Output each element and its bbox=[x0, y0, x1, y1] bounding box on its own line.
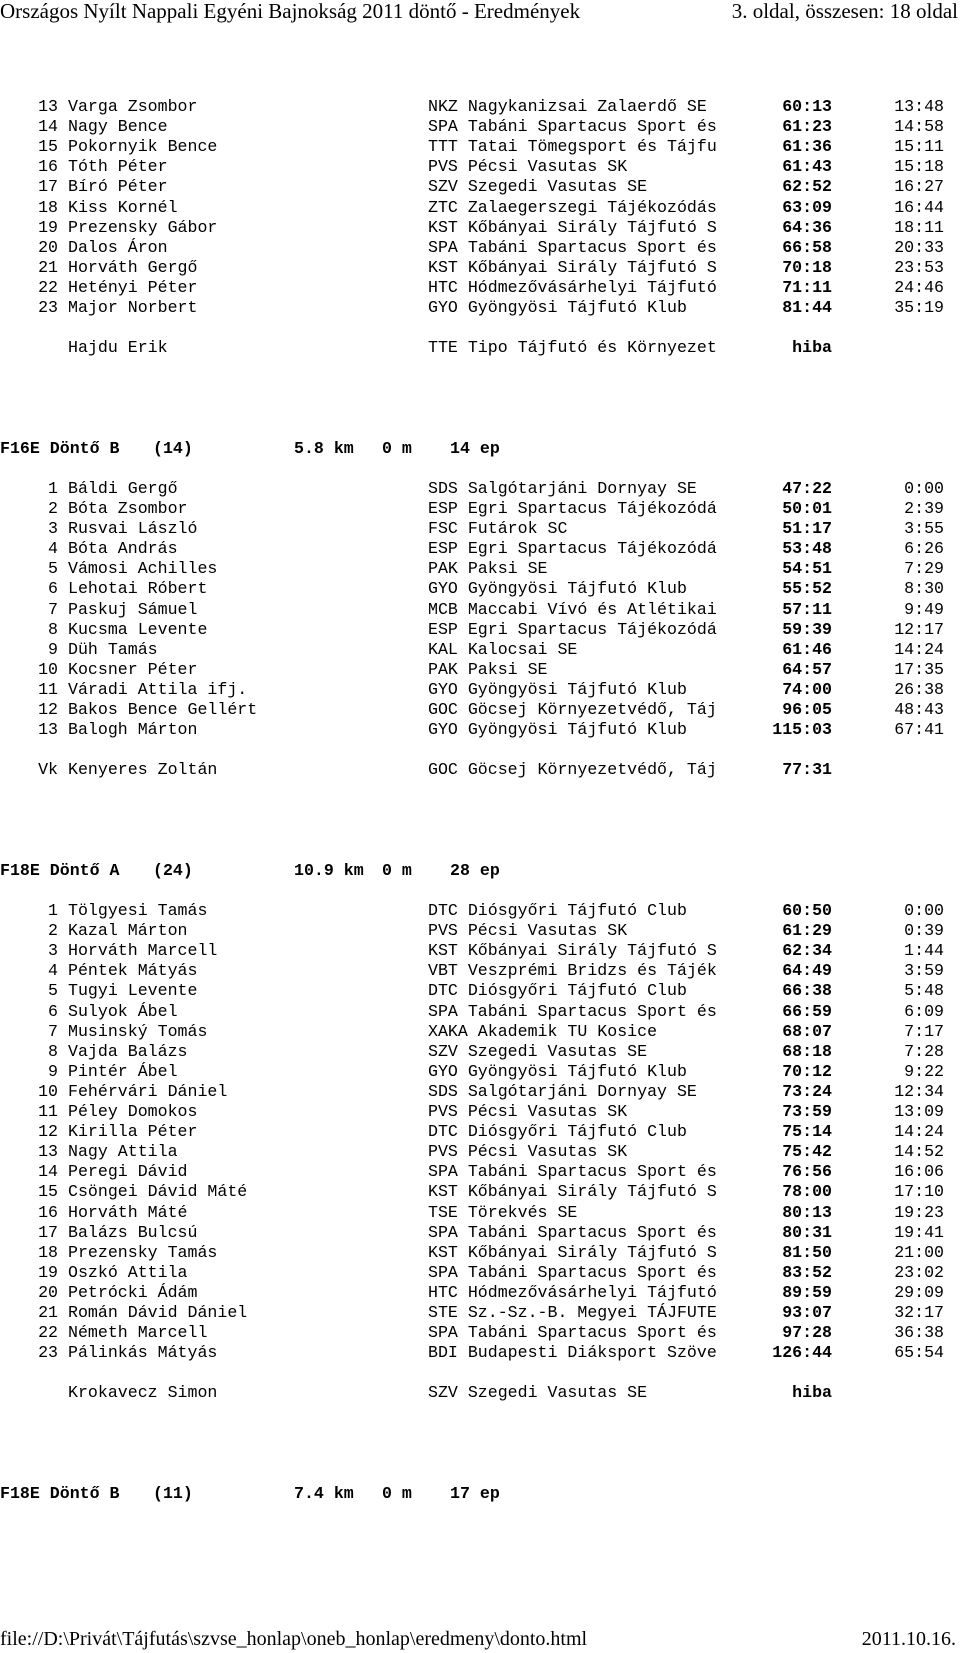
competitor-name: Fehérvári Dániel bbox=[68, 1081, 228, 1101]
finish-time: 126:44 bbox=[772, 1343, 832, 1363]
competitor-name: Nagy Bence bbox=[68, 117, 168, 137]
result-position: 13 bbox=[38, 97, 58, 116]
time-behind: 20:33 bbox=[894, 237, 944, 257]
finish-time: 80:31 bbox=[782, 1222, 832, 1242]
club-name: PVS Pécsi Vasutas SK bbox=[428, 157, 628, 177]
result-position: 23 bbox=[38, 298, 58, 317]
club-name: SPA Tabáni Spartacus Sport és bbox=[428, 117, 717, 137]
time-behind: 12:17 bbox=[894, 619, 944, 639]
club-name: BDI Budapesti Diáksport Szöve bbox=[428, 1343, 717, 1363]
result-position: 3 bbox=[48, 941, 58, 961]
competitor-name: Hetényi Péter bbox=[68, 277, 198, 297]
result-position: 5 bbox=[48, 981, 58, 1001]
competitor-name: Vajda Balázs bbox=[68, 1041, 188, 1061]
club-name: DTC Diósgyőri Tájfutó Club bbox=[428, 1122, 687, 1142]
result-position: 19 bbox=[38, 217, 58, 237]
finish-time: 77:31 bbox=[782, 760, 832, 780]
course-climb: 0 m bbox=[382, 860, 412, 880]
finish-time: 61:36 bbox=[782, 137, 832, 157]
time-behind: 21:00 bbox=[894, 1242, 944, 1262]
competitor-name: Báldi Gergő bbox=[68, 478, 178, 498]
club-name: GYO Gyöngyösi Tájfutó Klub bbox=[428, 679, 687, 699]
club-name: ESP Egri Spartacus Tájékozódá bbox=[428, 619, 717, 639]
time-behind: 14:58 bbox=[894, 117, 944, 137]
finish-time: 54:51 bbox=[782, 559, 832, 579]
result-position: 22 bbox=[38, 1323, 58, 1343]
result-position: 23 bbox=[38, 1343, 58, 1363]
time-behind: 65:54 bbox=[894, 1343, 944, 1363]
time-behind: 14:52 bbox=[894, 1142, 944, 1162]
result-position: 13 bbox=[38, 720, 58, 740]
club-name: STE Sz.-Sz.-B. Megyei TÁJFUTE bbox=[428, 1303, 717, 1322]
time-behind: 18:11 bbox=[894, 217, 944, 237]
finish-time: 64:36 bbox=[782, 217, 832, 237]
finish-time: 51:17 bbox=[782, 519, 832, 539]
result-position: 8 bbox=[48, 1041, 58, 1061]
finish-time: 70:12 bbox=[782, 1061, 832, 1081]
club-name: MCB Maccabi Vívó és Atlétikai bbox=[428, 599, 717, 619]
finish-time: 61:43 bbox=[782, 157, 832, 177]
finish-time: 89:59 bbox=[782, 1282, 832, 1302]
club-name: TTE Tipo Tájfutó és Környezet bbox=[428, 338, 717, 358]
finish-time: 60:13 bbox=[782, 97, 832, 116]
time-behind: 3:59 bbox=[904, 961, 944, 981]
finish-time: 50:01 bbox=[782, 499, 832, 518]
time-behind: 5:48 bbox=[904, 981, 944, 1001]
result-position: 20 bbox=[38, 1282, 58, 1302]
result-position: 13 bbox=[38, 1142, 58, 1162]
finish-time: 93:07 bbox=[782, 1303, 832, 1322]
result-position: 17 bbox=[38, 177, 58, 197]
time-behind: 19:41 bbox=[894, 1222, 944, 1242]
result-position: 7 bbox=[48, 599, 58, 619]
club-name: DTC Diósgyőri Tájfutó Club bbox=[428, 901, 687, 920]
finish-time: 53:48 bbox=[782, 539, 832, 559]
club-name: KAL Kalocsai SE bbox=[428, 639, 578, 659]
time-behind: 7:17 bbox=[904, 1021, 944, 1041]
result-position: 20 bbox=[38, 237, 58, 257]
club-name: SPA Tabáni Spartacus Sport és bbox=[428, 1162, 717, 1182]
finish-time: 55:52 bbox=[782, 579, 832, 599]
finish-time: 97:28 bbox=[782, 1323, 832, 1343]
category-name: F16E Döntő B bbox=[0, 438, 120, 458]
finish-time: hiba bbox=[792, 338, 832, 358]
club-name: ESP Egri Spartacus Tájékozódá bbox=[428, 539, 717, 559]
finish-time: 83:52 bbox=[782, 1262, 832, 1282]
time-behind: 0:39 bbox=[904, 921, 944, 941]
club-name: PAK Paksi SE bbox=[428, 659, 548, 679]
time-behind: 13:09 bbox=[894, 1102, 944, 1121]
club-name: HTC Hódmezővásárhelyi Tájfutó bbox=[428, 1282, 717, 1302]
finish-time: 115:03 bbox=[772, 720, 832, 740]
time-behind: 3:55 bbox=[904, 519, 944, 539]
time-behind: 9:49 bbox=[904, 599, 944, 619]
finish-time: 61:23 bbox=[782, 117, 832, 137]
competitor-name: Nagy Attila bbox=[68, 1142, 178, 1162]
club-name: PVS Pécsi Vasutas SK bbox=[428, 921, 628, 941]
club-name: TSE Törekvés SE bbox=[428, 1202, 578, 1222]
category-count: (11) bbox=[153, 1483, 193, 1503]
time-behind: 16:44 bbox=[894, 197, 944, 217]
club-name: SDS Salgótarjáni Dornyay SE bbox=[428, 1081, 697, 1101]
result-position: 19 bbox=[38, 1262, 58, 1282]
competitor-name: Csöngei Dávid Máté bbox=[68, 1182, 248, 1202]
competitor-name: Horváth Máté bbox=[68, 1202, 188, 1222]
result-position: 9 bbox=[48, 639, 58, 659]
club-name: PAK Paksi SE bbox=[428, 559, 548, 579]
finish-time: 74:00 bbox=[782, 679, 832, 699]
finish-time: 68:07 bbox=[782, 1021, 832, 1041]
finish-time: 75:42 bbox=[782, 1142, 832, 1162]
result-position: 12 bbox=[38, 1122, 58, 1142]
document-title: Országos Nyílt Nappali Egyéni Bajnokság 2011 döntő - Eredmények bbox=[0, 0, 581, 23]
club-name: KST Kőbányai Sirály Tájfutó S bbox=[428, 941, 717, 961]
club-name: GYO Gyöngyösi Tájfutó Klub bbox=[428, 720, 687, 740]
competitor-name: Hajdu Erik bbox=[68, 338, 168, 358]
page-counter: 3. oldal, összesen: 18 oldal bbox=[731, 0, 958, 23]
club-name: GOC Göcsej Környezetvédő, Táj bbox=[428, 700, 717, 719]
time-behind: 36:38 bbox=[894, 1323, 944, 1343]
time-behind: 13:48 bbox=[894, 97, 944, 116]
course-distance: 7.4 km bbox=[294, 1483, 354, 1503]
finish-time: 71:11 bbox=[782, 277, 832, 297]
competitor-name: Tölgyesi Tamás bbox=[68, 901, 208, 920]
club-name: KST Kőbányai Sirály Tájfutó S bbox=[428, 257, 717, 277]
time-behind: 14:24 bbox=[894, 1122, 944, 1142]
competitor-name: Lehotai Róbert bbox=[68, 579, 208, 599]
time-behind: 16:06 bbox=[894, 1162, 944, 1182]
time-behind: 1:44 bbox=[904, 941, 944, 961]
finish-time: 81:44 bbox=[782, 298, 832, 317]
category-name: F18E Döntő A bbox=[0, 860, 120, 880]
time-behind: 32:17 bbox=[894, 1303, 944, 1322]
competitor-name: Krokavecz Simon bbox=[68, 1383, 218, 1403]
competitor-name: Balázs Bulcsú bbox=[68, 1222, 198, 1242]
competitor-name: Varga Zsombor bbox=[68, 97, 198, 116]
competitor-name: Major Norbert bbox=[68, 298, 198, 317]
time-behind: 2:39 bbox=[904, 499, 944, 518]
result-position: 14 bbox=[38, 117, 58, 137]
time-behind: 14:24 bbox=[894, 639, 944, 659]
result-position: 1 bbox=[48, 478, 58, 498]
result-position: 10 bbox=[38, 1081, 58, 1101]
result-position: 11 bbox=[38, 679, 58, 699]
result-position: 15 bbox=[38, 1182, 58, 1202]
competitor-name: Bóta András bbox=[68, 539, 178, 559]
competitor-name: Vámosi Achilles bbox=[68, 559, 218, 579]
finish-time: 64:57 bbox=[782, 659, 832, 679]
finish-time: 66:58 bbox=[782, 237, 832, 257]
result-position: 21 bbox=[38, 1303, 58, 1322]
club-name: VBT Veszprémi Bridzs és Tájék bbox=[428, 961, 717, 981]
time-behind: 48:43 bbox=[894, 700, 944, 719]
club-name: SDS Salgótarjáni Dornyay SE bbox=[428, 478, 697, 498]
finish-time: 66:38 bbox=[782, 981, 832, 1001]
club-name: KST Kőbányai Sirály Tájfutó S bbox=[428, 217, 717, 237]
page-footer bbox=[0, 1628, 960, 1652]
time-behind: 8:30 bbox=[904, 579, 944, 599]
page-header bbox=[0, 0, 960, 30]
competitor-name: Bíró Péter bbox=[68, 177, 168, 197]
club-name: KST Kőbányai Sirály Tájfutó S bbox=[428, 1242, 717, 1262]
result-position: 7 bbox=[48, 1021, 58, 1041]
competitor-name: Váradi Attila ifj. bbox=[68, 679, 248, 699]
club-name: GOC Göcsej Környezetvédő, Táj bbox=[428, 760, 717, 780]
time-behind: 12:34 bbox=[894, 1081, 944, 1101]
club-name: XAKA Akademik TU Kosice bbox=[428, 1021, 658, 1041]
finish-time: 59:39 bbox=[782, 619, 832, 639]
competitor-name: Düh Tamás bbox=[68, 639, 158, 659]
finish-time: 57:11 bbox=[782, 599, 832, 619]
club-name: GYO Gyöngyösi Tájfutó Klub bbox=[428, 298, 687, 317]
result-position: 11 bbox=[38, 1102, 58, 1121]
club-name: DTC Diósgyőri Tájfutó Club bbox=[428, 981, 687, 1001]
club-name: SZV Szegedi Vasutas SE bbox=[428, 177, 648, 197]
time-behind: 6:26 bbox=[904, 539, 944, 559]
category-name: F18E Döntő B bbox=[0, 1483, 120, 1503]
file-path: file://D:\Privát\Tájfutás\szvse_honlap\oneb_honlap\eredmeny\donto.html bbox=[0, 1628, 588, 1650]
finish-time: 70:18 bbox=[782, 257, 832, 277]
finish-time: 81:50 bbox=[782, 1242, 832, 1262]
competitor-name: Kirilla Péter bbox=[68, 1122, 198, 1142]
finish-time: 63:09 bbox=[782, 197, 832, 217]
finish-time: 64:49 bbox=[782, 961, 832, 981]
result-position: 18 bbox=[38, 197, 58, 217]
time-behind: 26:38 bbox=[894, 679, 944, 699]
competitor-name: Tóth Péter bbox=[68, 157, 168, 177]
competitor-name: Kocsner Péter bbox=[68, 659, 198, 679]
competitor-name: Petrócki Ádám bbox=[68, 1282, 198, 1302]
club-name: TTT Tatai Tömegsport és Tájfu bbox=[428, 137, 717, 157]
finish-time: 96:05 bbox=[782, 700, 832, 719]
finish-time: 47:22 bbox=[782, 478, 832, 498]
finish-time: 78:00 bbox=[782, 1182, 832, 1202]
result-position: 22 bbox=[38, 277, 58, 297]
result-position: 4 bbox=[48, 539, 58, 559]
club-name: SZV Szegedi Vasutas SE bbox=[428, 1383, 648, 1403]
course-distance: 5.8 km bbox=[294, 438, 354, 458]
club-name: FSC Futárok SC bbox=[428, 519, 568, 539]
time-behind: 0:00 bbox=[904, 901, 944, 920]
time-behind: 23:02 bbox=[894, 1262, 944, 1282]
competitor-name: Horváth Marcell bbox=[68, 941, 218, 961]
finish-time: 68:18 bbox=[782, 1041, 832, 1061]
club-name: SZV Szegedi Vasutas SE bbox=[428, 1041, 648, 1061]
finish-time: 75:14 bbox=[782, 1122, 832, 1142]
competitor-name: Musinský Tomás bbox=[68, 1021, 208, 1041]
time-behind: 16:27 bbox=[894, 177, 944, 197]
club-name: KST Kőbányai Sirály Tájfutó S bbox=[428, 1182, 717, 1202]
result-position: 2 bbox=[48, 499, 58, 518]
club-name: NKZ Nagykanizsai Zalaerdő SE bbox=[428, 97, 707, 116]
result-position: 6 bbox=[48, 1001, 58, 1021]
result-position: 14 bbox=[38, 1162, 58, 1182]
club-name: PVS Pécsi Vasutas SK bbox=[428, 1142, 628, 1162]
competitor-name: Pálinkás Mátyás bbox=[68, 1343, 218, 1363]
competitor-name: Tugyi Levente bbox=[68, 981, 198, 1001]
result-position: 3 bbox=[48, 519, 58, 539]
club-name: SPA Tabáni Spartacus Sport és bbox=[428, 1323, 717, 1343]
result-position: 16 bbox=[38, 1202, 58, 1222]
time-behind: 6:09 bbox=[904, 1001, 944, 1021]
competitor-name: Oszkó Attila bbox=[68, 1262, 188, 1282]
club-name: ZTC Zalaegerszegi Tájékozódás bbox=[428, 197, 717, 217]
time-behind: 23:53 bbox=[894, 257, 944, 277]
competitor-name: Prezensky Gábor bbox=[68, 217, 218, 237]
finish-time: 60:50 bbox=[782, 901, 832, 920]
time-behind: 9:22 bbox=[904, 1061, 944, 1081]
competitor-name: Dalos Áron bbox=[68, 237, 168, 257]
category-count: (24) bbox=[153, 860, 193, 880]
result-position: 16 bbox=[38, 157, 58, 177]
time-behind: 15:18 bbox=[894, 157, 944, 177]
time-behind: 29:09 bbox=[894, 1282, 944, 1302]
club-name: SPA Tabáni Spartacus Sport és bbox=[428, 1262, 717, 1282]
time-behind: 19:23 bbox=[894, 1202, 944, 1222]
club-name: SPA Tabáni Spartacus Sport és bbox=[428, 1222, 717, 1242]
competitor-name: Sulyok Ábel bbox=[68, 1001, 178, 1021]
control-count: 17 ep bbox=[450, 1483, 500, 1503]
club-name: ESP Egri Spartacus Tájékozódá bbox=[428, 499, 717, 518]
competitor-name: Németh Marcell bbox=[68, 1323, 208, 1343]
competitor-name: Román Dávid Dániel bbox=[68, 1303, 248, 1322]
competitor-name: Péley Domokos bbox=[68, 1102, 198, 1121]
competitor-name: Pokornyik Bence bbox=[68, 137, 218, 157]
competitor-name: Bakos Bence Gellért bbox=[68, 700, 258, 719]
finish-time: 80:13 bbox=[782, 1202, 832, 1222]
print-date: 2011.10.16. bbox=[861, 1628, 956, 1650]
time-behind: 15:11 bbox=[894, 137, 944, 157]
result-position: 4 bbox=[48, 961, 58, 981]
competitor-name: Bóta Zsombor bbox=[68, 499, 188, 518]
finish-time: hiba bbox=[792, 1383, 832, 1403]
time-behind: 7:29 bbox=[904, 559, 944, 579]
category-count: (14) bbox=[153, 438, 193, 458]
club-name: GYO Gyöngyösi Tájfutó Klub bbox=[428, 579, 687, 599]
time-behind: 17:35 bbox=[894, 659, 944, 679]
finish-time: 62:34 bbox=[782, 941, 832, 961]
competitor-name: Rusvai László bbox=[68, 519, 198, 539]
time-behind: 7:28 bbox=[904, 1041, 944, 1061]
result-position: 2 bbox=[48, 921, 58, 941]
result-position: 12 bbox=[38, 700, 58, 719]
club-name: SPA Tabáni Spartacus Sport és bbox=[428, 1001, 717, 1021]
course-climb: 0 m bbox=[382, 438, 412, 458]
time-behind: 35:19 bbox=[894, 298, 944, 317]
competitor-name: Pintér Ábel bbox=[68, 1061, 178, 1081]
competitor-name: Kenyeres Zoltán bbox=[68, 760, 218, 780]
competitor-name: Prezensky Tamás bbox=[68, 1242, 218, 1262]
finish-time: 73:59 bbox=[782, 1102, 832, 1121]
finish-time: 61:29 bbox=[782, 921, 832, 941]
result-position: 8 bbox=[48, 619, 58, 639]
club-name: SPA Tabáni Spartacus Sport és bbox=[428, 237, 717, 257]
result-position: Vk bbox=[38, 760, 58, 780]
result-position: 9 bbox=[48, 1061, 58, 1081]
club-name: GYO Gyöngyösi Tájfutó Klub bbox=[428, 1061, 687, 1081]
competitor-name: Peregi Dávid bbox=[68, 1162, 188, 1182]
club-name: PVS Pécsi Vasutas SK bbox=[428, 1102, 628, 1121]
finish-time: 61:46 bbox=[782, 639, 832, 659]
result-position: 15 bbox=[38, 137, 58, 157]
control-count: 14 ep bbox=[450, 438, 500, 458]
time-behind: 0:00 bbox=[904, 478, 944, 498]
result-position: 10 bbox=[38, 659, 58, 679]
competitor-name: Paskuj Sámuel bbox=[68, 599, 198, 619]
club-name: HTC Hódmezővásárhelyi Tájfutó bbox=[428, 277, 717, 297]
competitor-name: Kucsma Levente bbox=[68, 619, 208, 639]
result-position: 17 bbox=[38, 1222, 58, 1242]
finish-time: 66:59 bbox=[782, 1001, 832, 1021]
control-count: 28 ep bbox=[450, 860, 500, 880]
competitor-name: Kazal Márton bbox=[68, 921, 188, 941]
finish-time: 62:52 bbox=[782, 177, 832, 197]
time-behind: 17:10 bbox=[894, 1182, 944, 1202]
competitor-name: Horváth Gergő bbox=[68, 257, 198, 277]
finish-time: 73:24 bbox=[782, 1081, 832, 1101]
competitor-name: Balogh Márton bbox=[68, 720, 198, 740]
course-climb: 0 m bbox=[382, 1483, 412, 1503]
competitor-name: Péntek Mátyás bbox=[68, 961, 198, 981]
result-position: 18 bbox=[38, 1242, 58, 1262]
result-position: 21 bbox=[38, 257, 58, 277]
competitor-name: Kiss Kornél bbox=[68, 197, 178, 217]
finish-time: 76:56 bbox=[782, 1162, 832, 1182]
time-behind: 67:41 bbox=[894, 720, 944, 740]
result-position: 1 bbox=[48, 901, 58, 920]
course-distance: 10.9 km bbox=[294, 860, 364, 880]
result-position: 6 bbox=[48, 579, 58, 599]
time-behind: 24:46 bbox=[894, 277, 944, 297]
result-position: 5 bbox=[48, 559, 58, 579]
